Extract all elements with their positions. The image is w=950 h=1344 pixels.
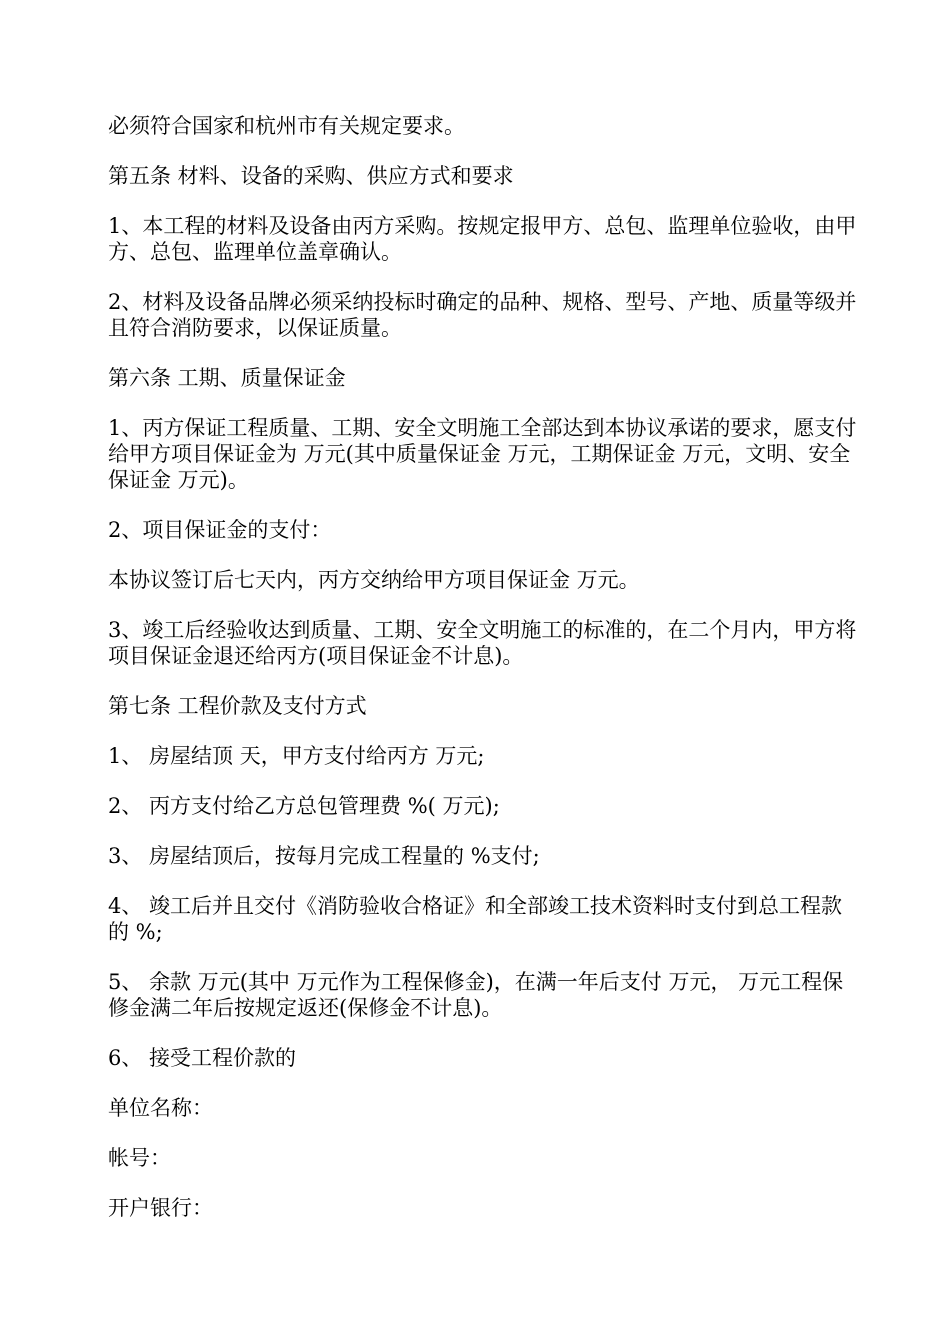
article-6-clause-2: 2、项目保证金的支付：: [108, 518, 332, 542]
bank-name-label: 开户银行：: [108, 1196, 213, 1220]
article-6-clause-3: 3、竣工后经验收达到质量、工期、安全文明施工的标准的，在二个月内，甲方将项目保证金退还给丙方(项目保证金不计息)。: [108, 618, 857, 668]
article-6-heading: 第六条 工期、质量保证金: [108, 366, 346, 390]
article-7-item-4: 4、 竣工后并且交付《消防验收合格证》和全部竣工技术资料时支付到总工程款的 %;: [108, 894, 843, 944]
article-5-clause-1: 1、本工程的材料及设备由丙方采购。按规定报甲方、总包、监理单位验收，由甲方、总包、监理单位盖章确认。: [108, 214, 857, 264]
article-5-heading: 第五条 材料、设备的采购、供应方式和要求: [108, 164, 514, 188]
article-7-item-1: 1、 房屋结顶 天，甲方支付给丙方 万元;: [108, 744, 485, 768]
document-body: [108, 113, 858, 1245]
article-7-item-3: 3、 房屋结顶后，按每月完成工程量的 %支付;: [108, 844, 540, 868]
article-7-item-2: 2、 丙方支付给乙方总包管理费 %( 万元);: [108, 794, 500, 818]
article-7-heading: 第七条 工程价款及支付方式: [108, 694, 367, 718]
article-6-deposit-payment: 本协议签订后七天内，丙方交纳给甲方项目保证金 万元。: [108, 568, 640, 592]
article-6-clause-1: 1、丙方保证工程质量、工期、安全文明施工全部达到本协议承诺的要求，愿支付给甲方项目保证金为 万元(其中质量保证金 万元，工期保证金 万元，文明、安全保证金 万元)。: [108, 416, 857, 492]
article-7-item-6: 6、 接受工程价款的: [108, 1046, 297, 1070]
article-5-clause-2: 2、材料及设备品牌必须采纳投标时确定的品种、规格、型号、产地、质量等级并且符合消防要求，以保证质量。: [108, 290, 857, 340]
account-number-label: 帐号：: [108, 1146, 171, 1170]
article-7-item-5: 5、 余款 万元(其中 万元作为工程保修金)，在满一年后支付 万元， 万元工程保修金满二年后按规定返还(保修金不计息)。: [108, 970, 844, 1020]
unit-name-label: 单位名称：: [108, 1096, 213, 1120]
paragraph-requirements-note: 必须符合国家和杭州市有关规定要求。: [108, 114, 465, 138]
